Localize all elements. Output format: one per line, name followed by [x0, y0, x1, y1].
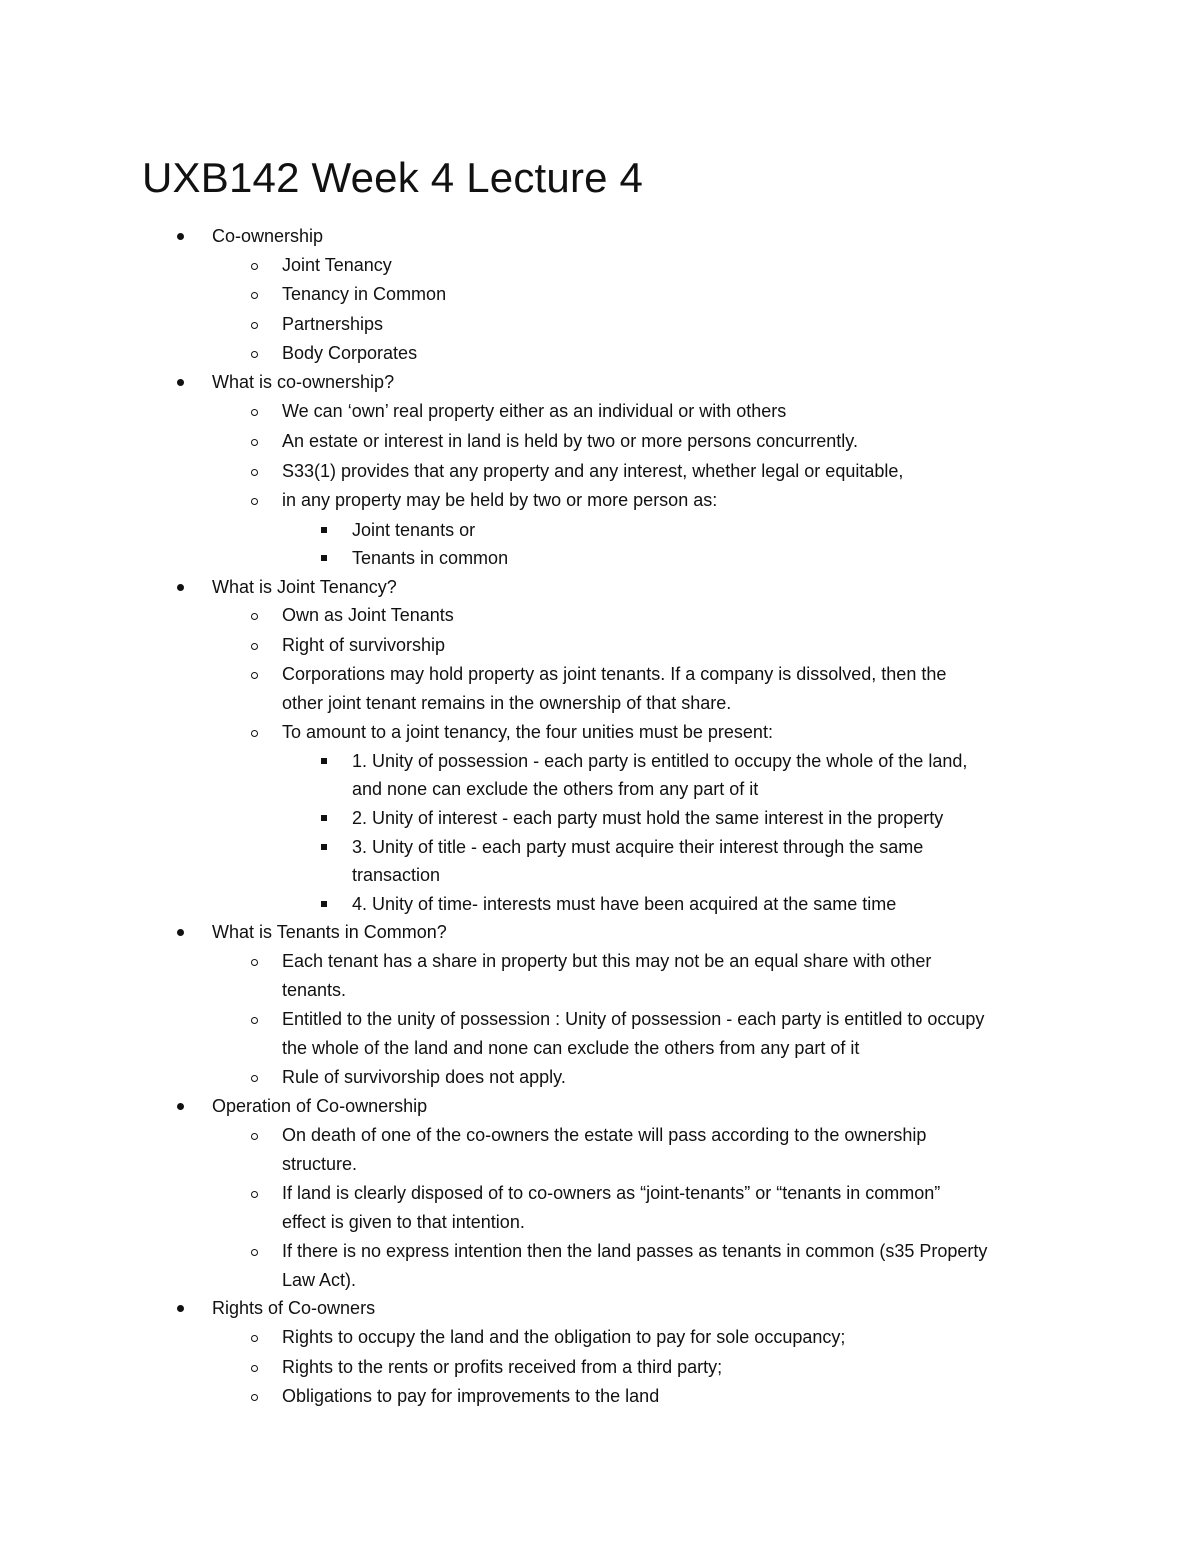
list-item: Entitled to the unity of possession : Unity of possession - each party is entitled to occupy [282, 1009, 985, 1029]
list-item: Rule of survivorship does not apply. [282, 1067, 566, 1087]
list-item: Partnerships [282, 314, 384, 334]
sub-list-item: 2. Unity of interest - each party must hold the same interest in the property [352, 808, 944, 828]
sub-list-item: Joint tenants or [352, 520, 476, 540]
sub-list-item-continuation: and none can exclude the others from any part of it [352, 779, 759, 799]
list-item-continuation: structure. [282, 1154, 358, 1174]
list-item: We can ‘own’ real property either as an individual or with others [282, 401, 787, 421]
sub-list-item: 3. Unity of title - each party must acquire their interest through the same [352, 837, 924, 857]
list-item: An estate or interest in land is held by two or more persons concurrently. [282, 431, 858, 451]
list-item-continuation: Law Act). [282, 1270, 357, 1290]
sub-list-item: 4. Unity of time- interests must have been acquired at the same time [352, 894, 897, 914]
list-item: Own as Joint Tenants [282, 605, 454, 625]
section-heading: Rights of Co-owners [212, 1298, 376, 1318]
list-item: Tenancy in Common [282, 284, 447, 304]
list-item: If land is clearly disposed of to co-owners as “joint-tenants” or “tenants in common” [282, 1183, 941, 1203]
sub-list-item-continuation: transaction [352, 865, 441, 885]
section-heading: What is co-ownership? [212, 372, 395, 392]
list-item: in any property may be held by two or more person as: [282, 490, 718, 510]
section-heading: What is Joint Tenancy? [212, 577, 397, 597]
section-heading: What is Tenants in Common? [212, 922, 447, 942]
list-item: S33(1) provides that any property and any interest, whether legal or equitable, [282, 461, 904, 481]
list-item: Each tenant has a share in property but this may not be an equal share with other [282, 951, 932, 971]
page-title: UXB142 Week 4 Lecture 4 [142, 154, 644, 201]
list-item: Body Corporates [282, 343, 418, 363]
sub-list-item: 1. Unity of possession - each party is entitled to occupy the whole of the land, [352, 751, 968, 771]
sub-list-item: Tenants in common [352, 548, 509, 568]
list-item: To amount to a joint tenancy, the four unities must be present: [282, 722, 773, 742]
section-heading: Operation of Co-ownership [212, 1096, 428, 1116]
list-item-continuation: effect is given to that intention. [282, 1212, 525, 1232]
list-item: Obligations to pay for improvements to the land [282, 1386, 660, 1406]
list-item: Joint Tenancy [282, 255, 392, 275]
list-item-continuation: other joint tenant remains in the ownership of that share. [282, 693, 732, 713]
list-item: Right of survivorship [282, 635, 446, 655]
section-heading: Co-ownership [212, 226, 324, 246]
list-item: If there is no express intention then the land passes as tenants in common (s35 Property [282, 1241, 988, 1261]
list-item: Corporations may hold property as joint tenants. If a company is dissolved, then the [282, 664, 947, 684]
list-item: On death of one of the co-owners the estate will pass according to the ownership [282, 1125, 927, 1145]
list-item-continuation: tenants. [282, 980, 347, 1000]
list-item: Rights to occupy the land and the obligation to pay for sole occupancy; [282, 1327, 846, 1347]
list-item-continuation: the whole of the land and none can exclude the others from any part of it [282, 1038, 860, 1058]
list-item: Rights to the rents or profits received from a third party; [282, 1357, 723, 1377]
